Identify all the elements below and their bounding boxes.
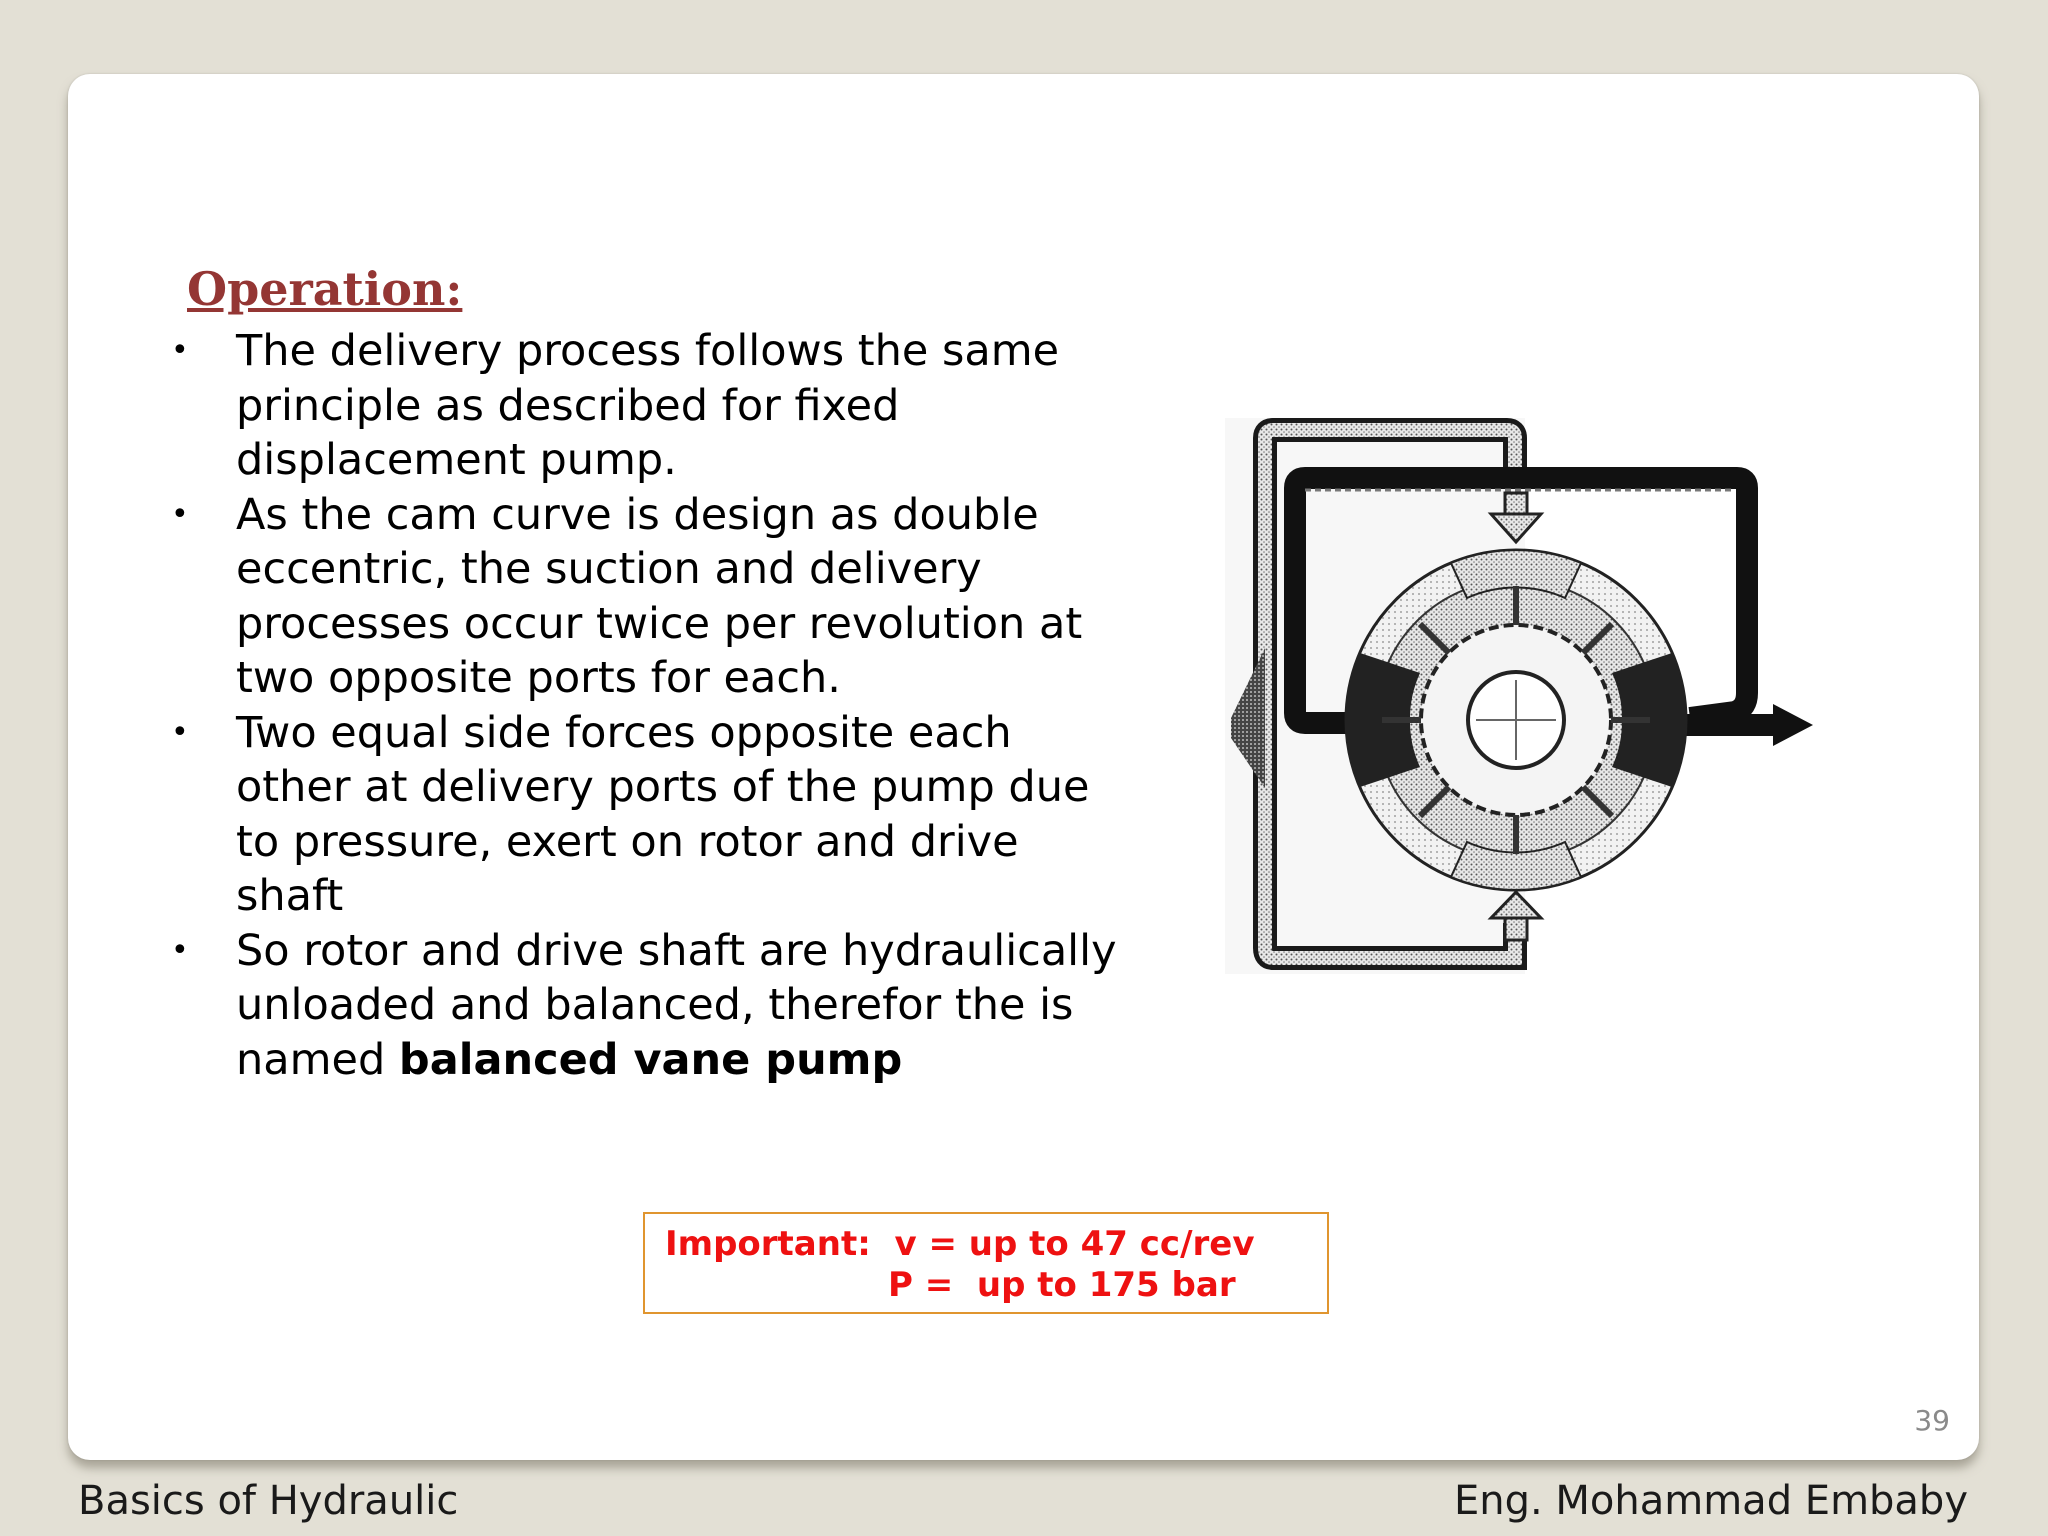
footer-course-title: Basics of Hydraulic (78, 1478, 459, 1524)
bullet-dot: • (171, 496, 189, 532)
footer-author: Eng. Mohammad Embaby (1453, 1478, 1968, 1524)
bullet-dot: • (171, 333, 189, 368)
bullet-text: As the cam curve is design as double eccentric, the suction and delivery processes occur twice per revolution at two opposite ports for each. (236, 489, 1083, 703)
bullet-item (168, 924, 1128, 1088)
important-pressure-text: P = up to 175 bar (888, 1265, 1236, 1305)
bullet-bold-text: balanced vane pump (398, 1034, 903, 1085)
important-specs-box (643, 1212, 1329, 1314)
bullet-dot: • (171, 714, 189, 750)
bullet-item (168, 324, 1128, 488)
bullet-item (168, 488, 1128, 706)
bullet-text: So rotor and drive shaft are hydraulically unloaded and balanced, therefor the is named (236, 925, 1117, 1085)
page-number: 39 (1914, 1404, 1950, 1437)
bullet-text: Two equal side forces opposite each other at delivery ports of the pump due to pressure, exert on rotor and drive shaft (236, 707, 1090, 921)
bullet-dot: • (171, 932, 189, 968)
balanced-vane-pump-diagram (1225, 418, 1815, 974)
bullet-item (168, 706, 1128, 924)
bullet-text: The delivery process follows the same principle as described for fixed displacement pump. (236, 326, 1060, 485)
bullet-list (168, 324, 1128, 1087)
important-volume-text: Important: v = up to 47 cc/rev (665, 1224, 1255, 1264)
slide-heading: Operation: (187, 262, 463, 316)
